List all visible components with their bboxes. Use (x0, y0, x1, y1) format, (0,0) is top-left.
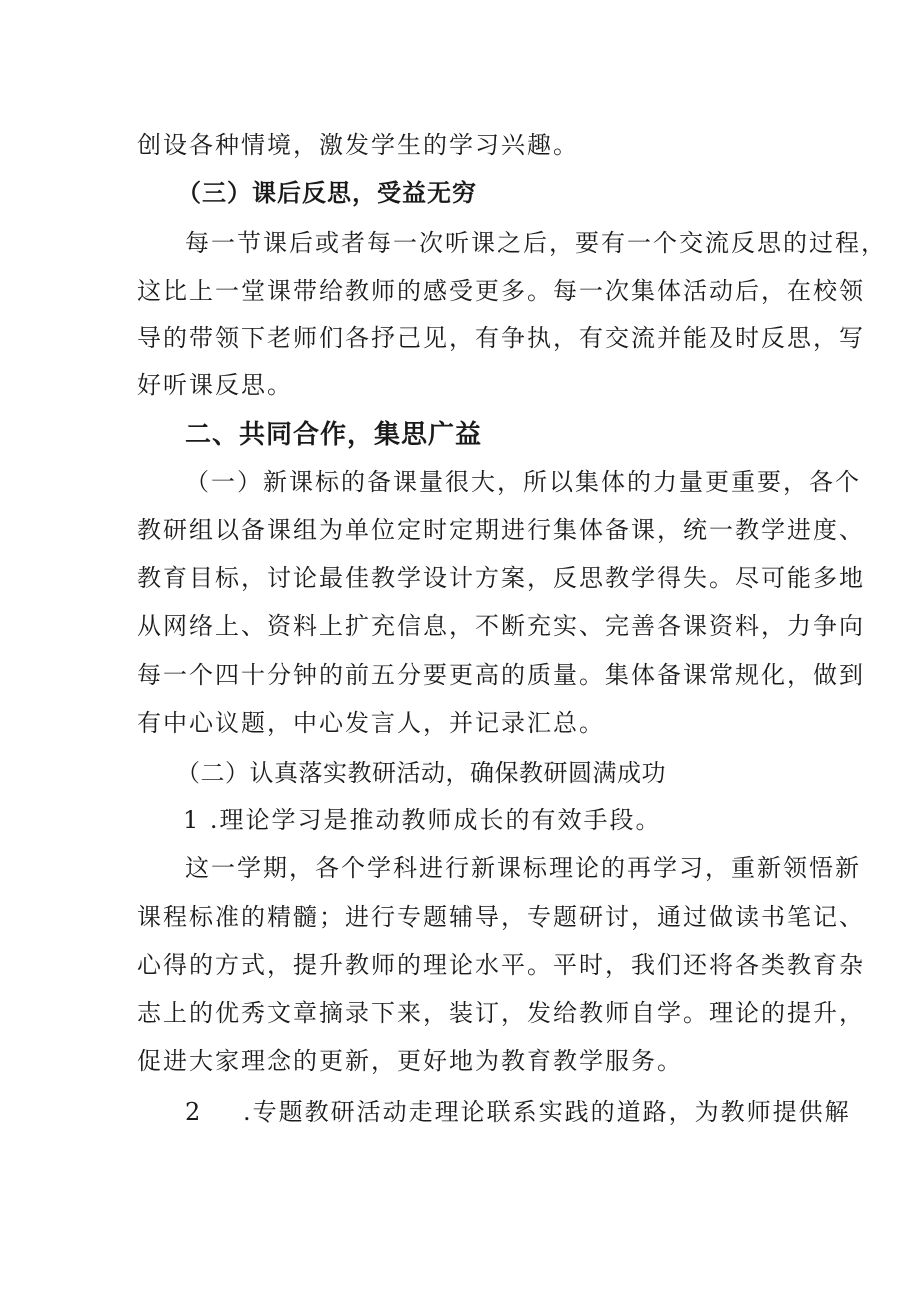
paragraph-line: 志上的优秀文章摘录下来，装订，发给教师自学。理论的提升， (137, 999, 865, 1027)
paragraph-line: 创设各种情境，激发学生的学习兴趣。 (137, 131, 579, 159)
paragraph-line: 这一学期，各个学科进行新课标理论的再学习，重新领悟新 (185, 854, 861, 882)
paragraph-line: 促进大家理念的更新，更好地为教育教学服务。 (137, 1047, 683, 1075)
paragraph-line: 心得的方式，提升教师的理论水平。平时，我们还将各类教育杂 (137, 951, 865, 979)
list-item-2 (185, 1097, 851, 1127)
paragraph-line: 好听课反思。 (137, 371, 293, 399)
chapter-heading-2: 二、共同合作，集思广益 (185, 420, 483, 450)
paragraph-line: （一）新课标的备课量很大，所以集体的力量更重要，各个 (185, 468, 861, 496)
paragraph-line: 从网络上、资料上扩充信息，不断充实、完善各课资料，力争向 (137, 612, 865, 640)
paragraph-line: 这比上一堂课带给教师的感受更多。每一次集体活动后，在校领 (137, 277, 865, 305)
paragraph-line: 教研组以备课组为单位定时定期进行集体备课，统一教学进度、 (137, 516, 865, 544)
paragraph-line: 每一个四十分钟的前五分要更高的质量。集体备课常规化，做到 (137, 661, 865, 689)
paragraph-line: 有中心议题，中心发言人，并记录汇总。 (137, 709, 605, 737)
paragraph-line: 每一节课后或者每一次听课之后，要有一个交流反思的过程， (185, 229, 887, 257)
paragraph-line: 课程标准的精髓；进行专题辅导，专题研讨，通过做读书笔记、 (137, 903, 865, 931)
paragraph-line: 导的带领下老师们各抒己见，有争执，有交流并能及时反思，写 (137, 324, 865, 352)
subsection-heading-2: （二）认真落实教研活动，确保教研圆满成功 (176, 759, 666, 787)
list-item-2-number: 2 (185, 1098, 203, 1126)
paragraph-line: 教育目标，讨论最佳教学设计方案，反思教学得失。尽可能多地 (137, 564, 865, 592)
list-item-1: 1 .理论学习是推动教师成长的有效手段。 (183, 806, 662, 834)
section-heading-3: （三）课后反思，受益无穷 (177, 179, 477, 207)
list-item-2-text: .专题教研活动走理论联系实践的道路，为教师提供解 (243, 1098, 851, 1126)
